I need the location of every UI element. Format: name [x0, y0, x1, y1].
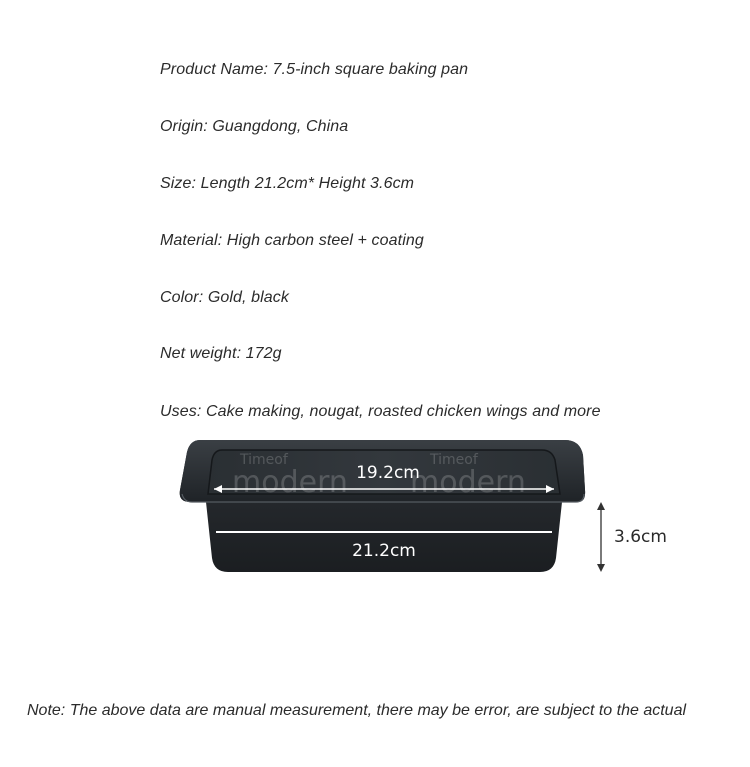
height-dimension: [597, 502, 667, 572]
svg-text:modern: modern: [232, 465, 348, 500]
measurement-note: Note: The above data are manual measurement, there may be error, are subject to the actual: [27, 702, 687, 719]
outer-width-label: 21.2cm: [352, 541, 416, 561]
spec-origin: Origin: Guangdong, China: [160, 118, 349, 135]
inner-width-label: 19.2cm: [356, 463, 420, 483]
spec-size: Size: Length 21.2cm* Height 3.6cm: [160, 175, 415, 192]
spec-material: Material: High carbon steel + coating: [160, 232, 424, 249]
baking-pan-image: [0, 430, 750, 590]
svg-text:Timeof: Timeof: [430, 452, 478, 468]
spec-uses: Uses: Cake making, nougat, roasted chicken wings and more: [160, 403, 601, 420]
spec-net-weight: Net weight: 172g: [160, 345, 282, 362]
svg-text:modern: modern: [410, 465, 526, 500]
spec-product-name: Product Name: 7.5-inch square baking pan: [160, 61, 469, 78]
svg-text:Timeof: Timeof: [240, 452, 288, 468]
spec-color: Color: Gold, black: [160, 289, 289, 306]
height-label: 3.6cm: [614, 527, 667, 547]
